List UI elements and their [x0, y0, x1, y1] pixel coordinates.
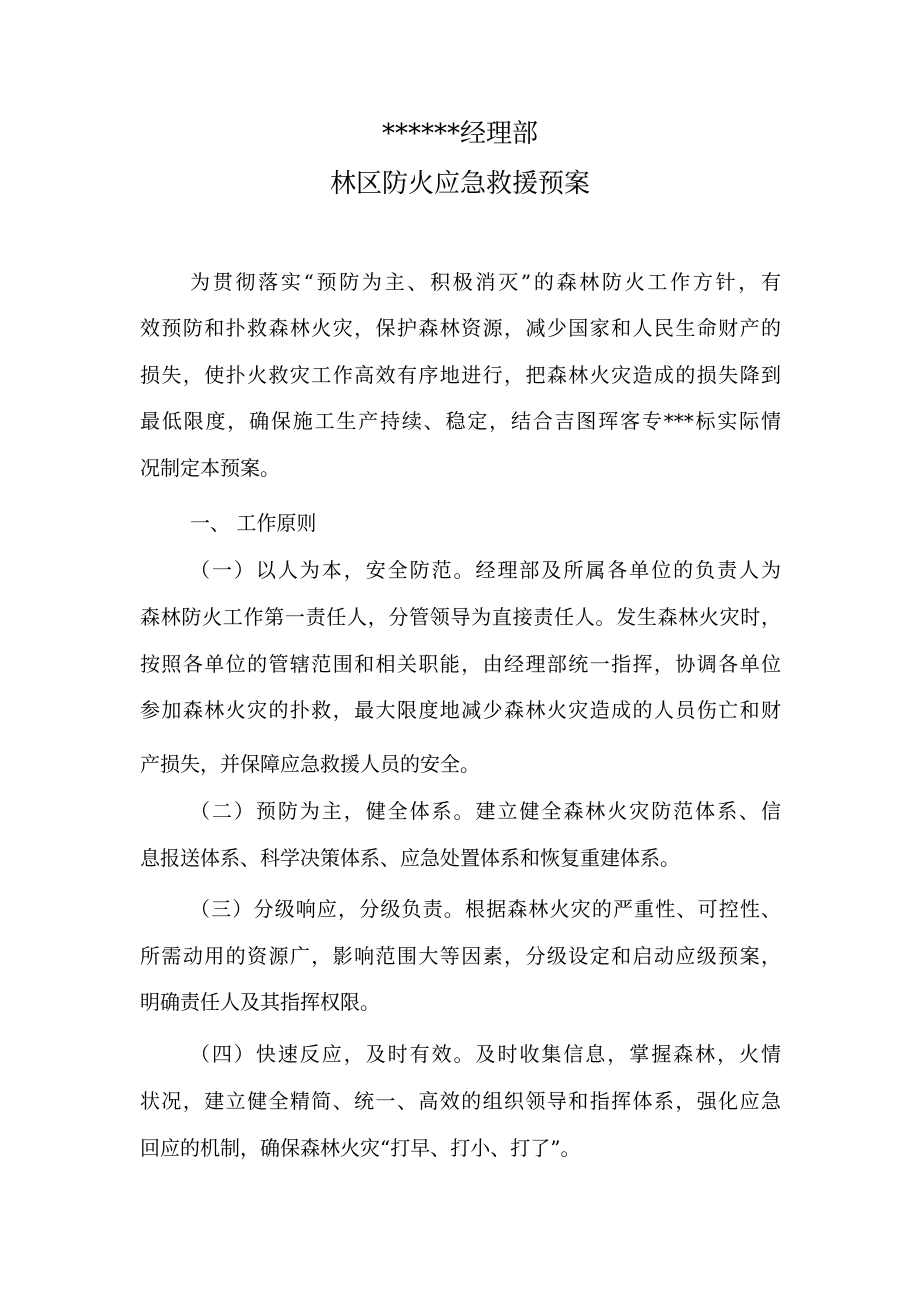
document-title: 林区防火应急救援预案 — [329, 169, 590, 199]
principle1-line: 参加森林火灾的扑救，最大限度地减少森林火灾造成的人员伤亡和财 — [140, 698, 781, 722]
principle1-line: 森林防火工作第一责任人，分管领导为直接责任人。发生森林火灾时， — [140, 605, 781, 629]
principle2-line: 息报送体系、科学决策体系、应急处置体系和恢复重建体系。 — [140, 846, 680, 870]
intro-line: 效预防和扑救森林火灾，保护森林资源，减少国家和人民生命财产的 — [140, 316, 781, 340]
intro-line: 最低限度，确保施工生产持续、稳定，结合吉图珲客专***标实际情 — [140, 409, 781, 433]
principle1-line: 按照各单位的管辖范围和相关职能，由经理部统一指挥，协调各单位 — [140, 652, 781, 676]
intro-line: 损失，使扑火救灾工作高效有序地进行，把森林火灾造成的损失降到 — [140, 363, 781, 387]
principle4-line: 状况，建立健全精简、统一、高效的组织领导和指挥体系，强化应急 — [140, 1089, 781, 1113]
principle2-line: （二）预防为主，健全体系。建立健全森林火灾防范体系、信 — [190, 799, 781, 823]
principle4-line: 回应的机制，确保森林火灾“打早、打小、打了”。 — [140, 1136, 581, 1160]
intro-line: 况制定本预案。 — [140, 456, 280, 480]
principle3-line: 所需动用的资源广，影响范围大等因素，分级设定和启动应级预案， — [140, 944, 781, 968]
principle4-line: （四）快速反应，及时有效。及时收集信息，掌握森林，火情 — [190, 1042, 781, 1066]
principle3-line: （三）分级响应，分级负责。根据森林火灾的严重性、可控性、 — [190, 897, 781, 921]
principle3-line: 明确责任人及其指挥权限。 — [140, 990, 380, 1014]
intro-line: 为贯彻落实“预防为主、积极消灭”的森林防火工作方针，有 — [190, 270, 781, 294]
document-title-org: ******经理部 — [381, 119, 538, 149]
section-heading: 一、 工作原则 — [190, 511, 317, 535]
principle1-line: 产损失，并保障应急救援人员的安全。 — [140, 752, 480, 776]
principle1-line: （一）以人为本，安全防范。经理部及所属各单位的负责人为 — [190, 558, 781, 582]
